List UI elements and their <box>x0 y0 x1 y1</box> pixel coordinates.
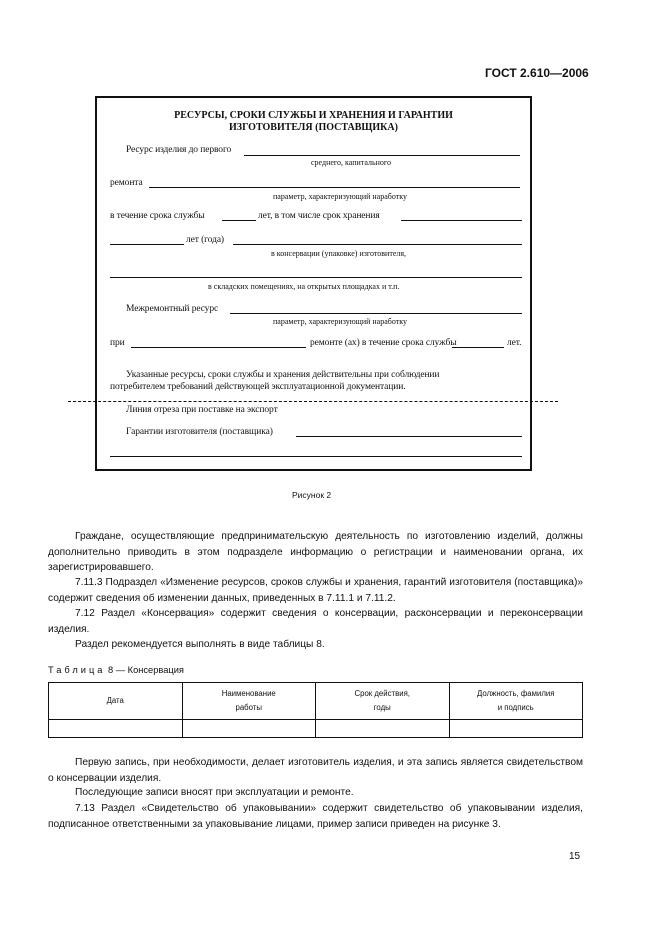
caption-param-2: параметр, характеризующий наработку <box>273 317 408 326</box>
cut-line-note: Линия отреза при поставке на экспорт <box>126 405 278 415</box>
warranty-second-line <box>110 456 522 457</box>
caption-repair-type: среднего, капитального <box>311 158 391 167</box>
page-number: 15 <box>569 851 581 862</box>
table-caption <box>48 665 184 675</box>
paragraph-7-11-3: 7.11.3 Подраздел «Изменение ресурсов, сроков службы и хранения, гарантий изготовителя (поставщика)» содержит сведения об изменении данных, приведенных в 7.11.1 и 7.11.2. <box>48 577 583 604</box>
warranty-fill-line <box>296 436 522 437</box>
storage-fill-line <box>110 277 522 278</box>
warranty-label: Гарантии изготовителя (поставщика) <box>126 427 273 437</box>
header-position-signature: Должность, фамилия и подпись <box>449 683 583 720</box>
years-suffix: лет. <box>507 338 522 348</box>
caption-conservation: в консервации (упаковке) изготовителя, <box>271 249 407 258</box>
paragraph-first-record: Первую запись, при необходимости, делает изготовитель изделия, и эта запись является свидетельством о консервации изделия. <box>48 757 583 784</box>
table-caption-rest: 8 — Консервация <box>108 665 184 675</box>
paragraph-citizens: Граждане, осуществляющие предпринимательскую деятельность по изготовлению изделий, должны дополнительно приводить в этом подразделе информацию о регистрации и наименовании органа, их зарегистрировавшего. <box>48 531 583 573</box>
paragraph-subsequent-records: Последующие записи вносят при эксплуатации и ремонте. <box>75 787 354 798</box>
paragraph-table-recommendation: Раздел рекомендуется выполнять в виде таблицы 8. <box>75 639 325 650</box>
header-work-name: Наименование работы <box>182 683 316 720</box>
conservation-fill-line <box>233 244 522 245</box>
table-header-row <box>49 683 583 720</box>
repair-label: ремонта <box>110 178 143 188</box>
table-row <box>49 720 583 738</box>
form-title-line1: РЕСУРСЫ, СРОКИ СЛУЖБЫ И ХРАНЕНИЯ И ГАРАНТИИ <box>174 110 453 121</box>
cut-dashed-line <box>68 401 558 402</box>
note-line2: потребителем требований действующей эксплуатационной документации. <box>110 382 406 392</box>
years-label: лет (года) <box>186 235 224 245</box>
form-title-line2: ИЗГОТОВИТЕЛЯ (ПОСТАВЩИКА) <box>229 122 398 133</box>
header-date: Дата <box>49 683 183 720</box>
standard-number: ГОСТ 2.610—2006 <box>485 66 589 80</box>
repair-count-label: ремонте (ах) в течение срока службы <box>310 338 457 348</box>
conservation-table <box>48 682 583 738</box>
overhaul-label: Межремонтный ресурс <box>126 304 219 314</box>
repair-years-fill-line <box>452 347 504 348</box>
resource-fill-line <box>244 155 520 156</box>
note-line1: Указанные ресурсы, сроки службы и хранения действительны при соблюдении <box>126 370 440 380</box>
service-life-fill-line <box>222 220 256 221</box>
at-fill-line <box>131 347 306 348</box>
resources-form <box>95 96 532 471</box>
header-validity: Срок действия, годы <box>316 683 450 720</box>
paragraph-7-13: 7.13 Раздел «Свидетельство об упаковывании» содержит свидетельство об упаковывании изделия, подписанное ответственными за упаковывание лицами, пример записи приведен на рисунке 3. <box>48 803 583 830</box>
overhaul-fill-line <box>230 313 522 314</box>
figure-caption: Рисунок 2 <box>292 490 332 500</box>
at-label: при <box>110 338 125 348</box>
caption-param-1: параметр, характеризующий наработку <box>273 192 408 201</box>
table-caption-word: Таблица <box>48 665 106 675</box>
resource-label: Ресурс изделия до первого <box>126 145 232 155</box>
service-life-label: в течение срока службы <box>110 211 205 221</box>
caption-storage: в складских помещениях, на открытых площадках и т.п. <box>208 282 400 291</box>
years-fill-line <box>110 244 184 245</box>
repair-fill-line <box>149 187 520 188</box>
paragraph-7-12: 7.12 Раздел «Консервация» содержит сведения о консервации, расконсервации и переконсервации изделия. <box>48 608 583 635</box>
storage-term-fill-line <box>401 220 522 221</box>
storage-term-label: лет, в том числе срок хранения <box>258 211 380 221</box>
